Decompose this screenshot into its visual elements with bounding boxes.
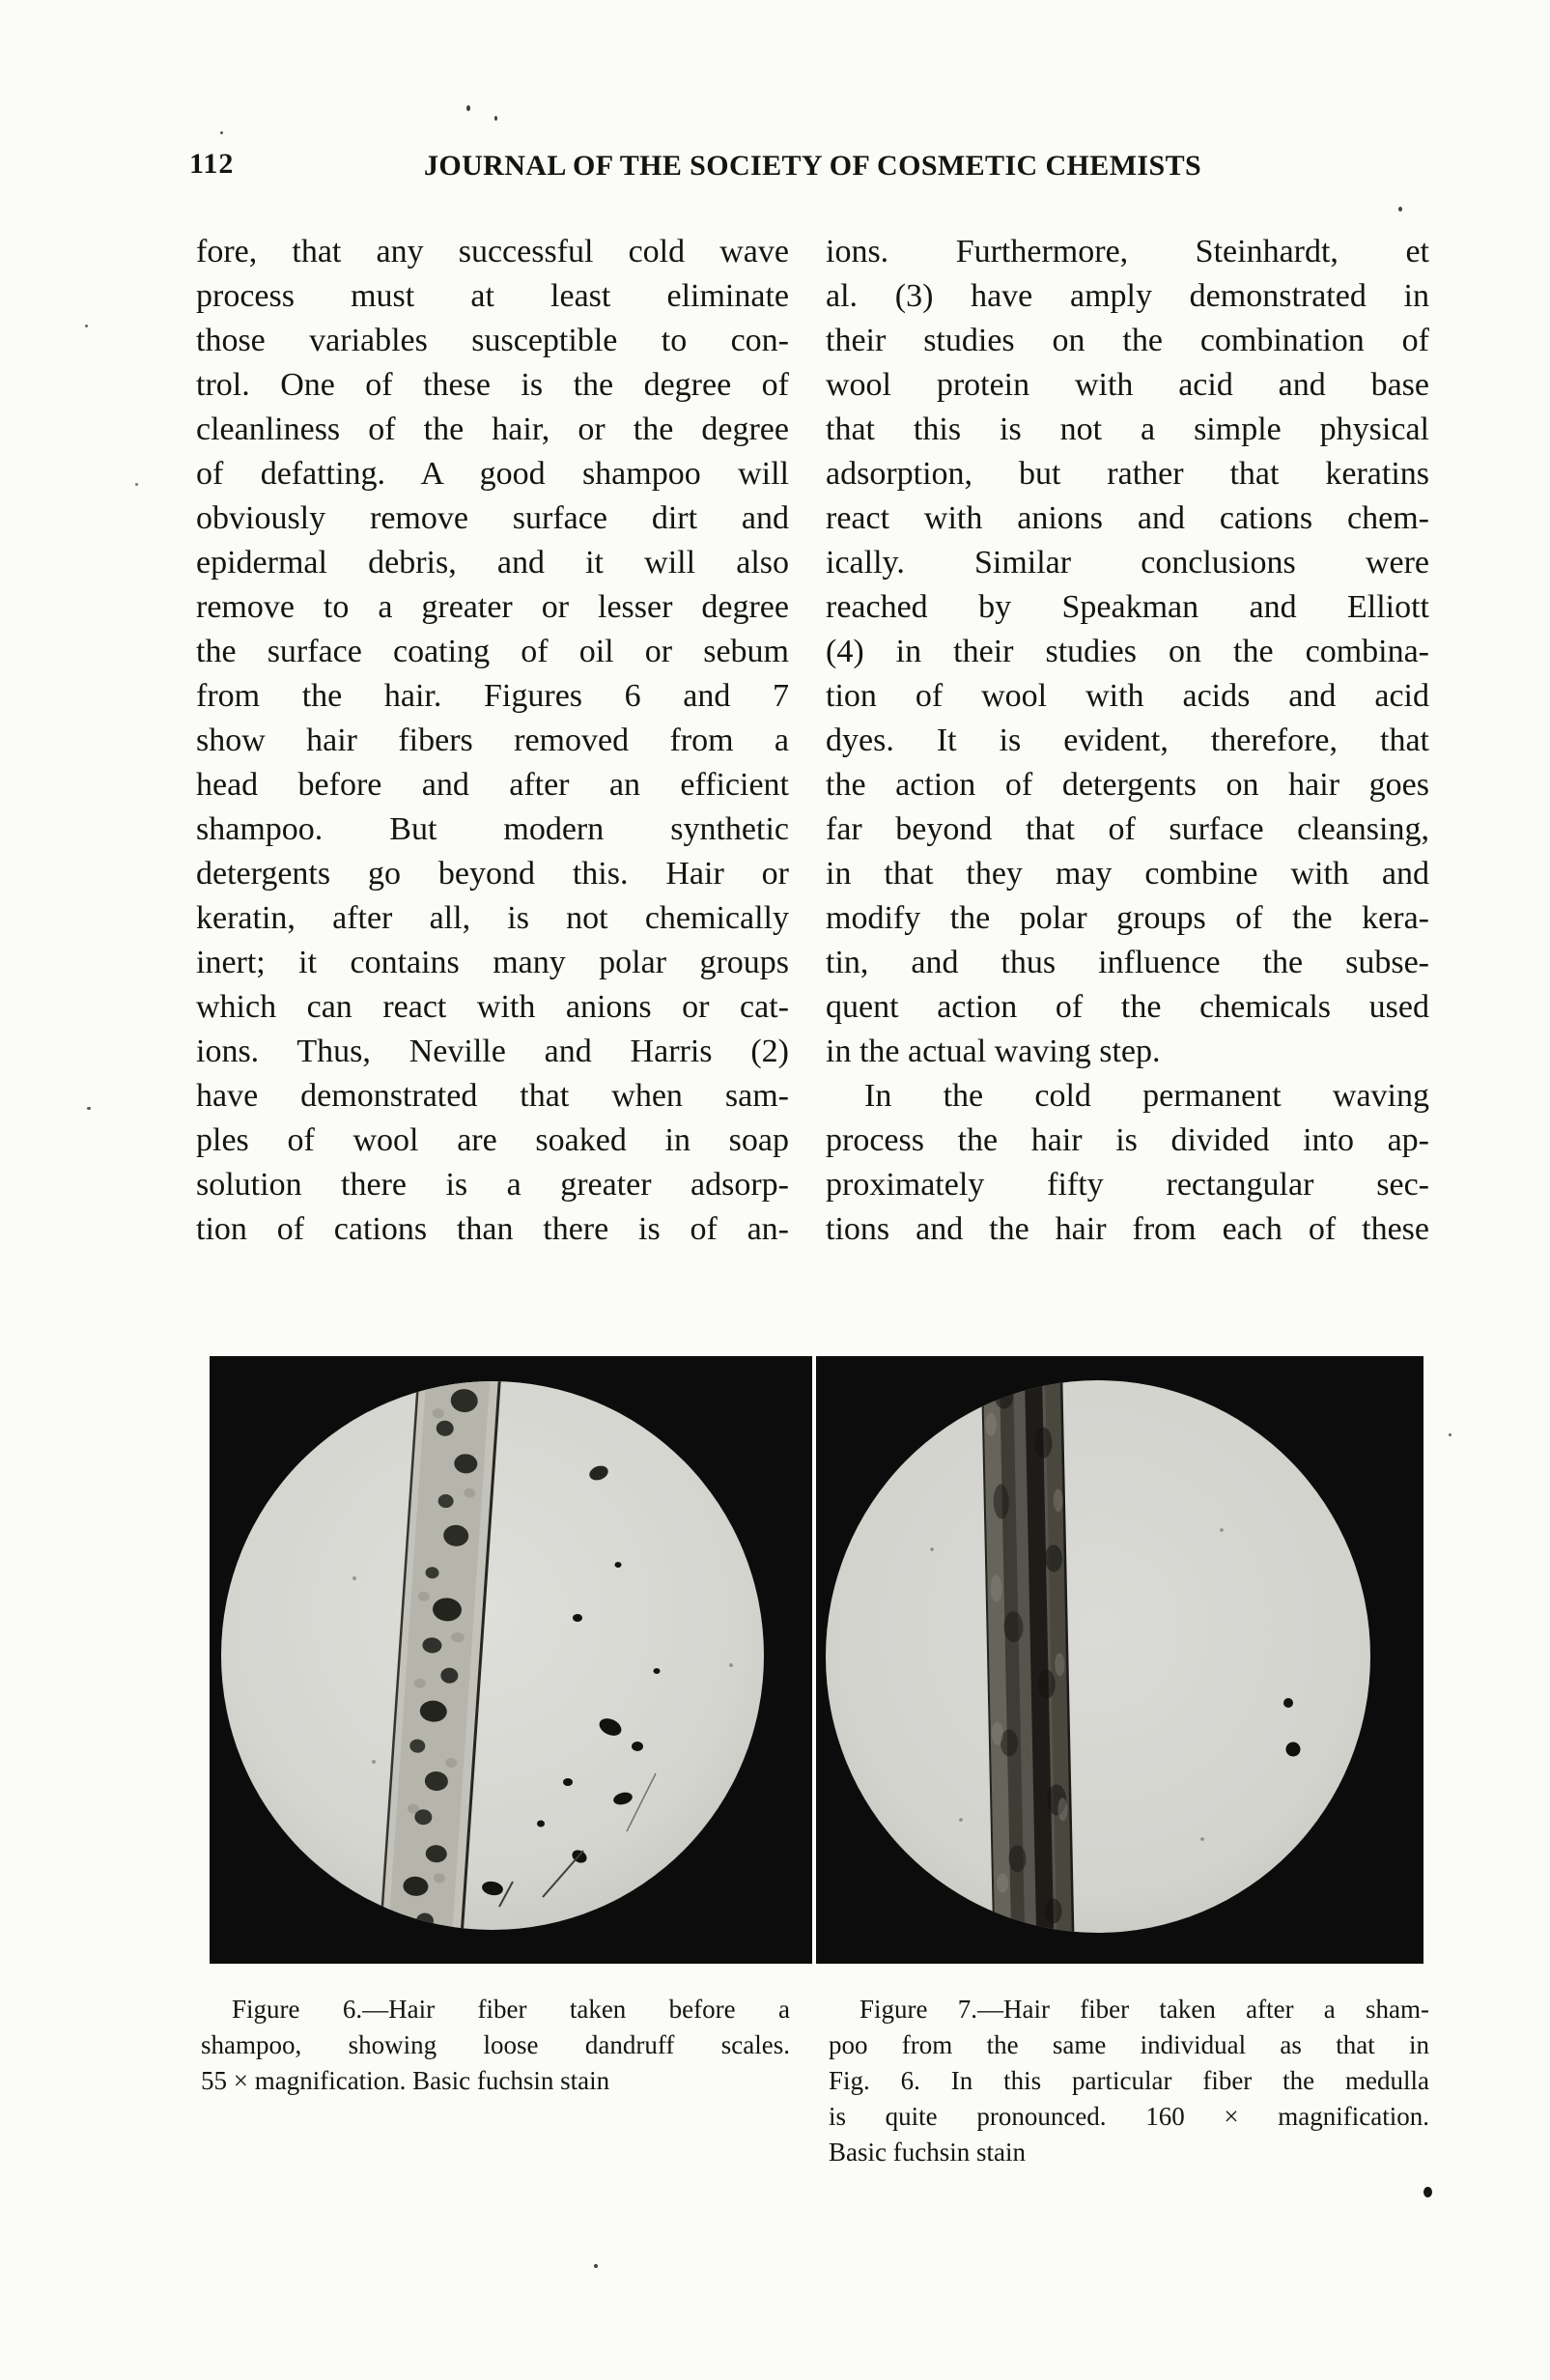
ink-speck [220,131,223,134]
journal-header: JOURNAL OF THE SOCIETY OF COSMETIC CHEMISTS [423,150,1202,182]
text-line: Fig. 6. In this particular fiber the medulla [829,2066,1429,2095]
text-line: (4) in their studies on the combina- [826,634,1429,669]
text-line: inert; it contains many polar groups [196,945,789,980]
text-line: cleanliness of the hair, or the degree [196,411,789,447]
ink-speck [466,105,470,111]
microscope-field-circle [826,1380,1370,1933]
text-line: epidermal debris, and it will also [196,545,789,581]
text-line: solution there is a greater adsorp- [196,1167,789,1203]
ink-speck [1423,2187,1432,2197]
figure6-caption [201,1992,790,2099]
text-line: poo from the same individual as that in [829,2030,1429,2059]
hair-fiber [981,1356,1075,1964]
text-line: those variables susceptible to con- [196,323,789,358]
text-line: quent action of the chemicals used [826,989,1429,1025]
text-line: ically. Similar conclusions were [826,545,1429,581]
text-line: trol. One of these is the degree of [196,367,789,403]
ink-speck [1398,207,1402,212]
text-line: show hair fibers removed from a [196,722,789,758]
text-line: ions. Thus, Neville and Harris (2) [196,1034,789,1069]
text-line: shampoo, showing loose dandruff scales. [201,2030,790,2059]
text-line: keratin, after all, is not chemically [196,900,789,936]
text-line: process must at least eliminate [196,278,789,314]
text-line: reached by Speakman and Elliott [826,589,1429,625]
text-line: is quite pronounced. 160 × magnification. [829,2102,1429,2131]
text-line: Basic fuchsin stain [829,2138,1026,2167]
text-line: dyes. It is evident, therefore, that [826,722,1429,758]
text-line: al. (3) have amply demonstrated in [826,278,1429,314]
text-line: remove to a greater or lesser degree [196,589,789,625]
figure7-caption [829,1992,1429,2170]
text-line: in the actual waving step. [826,1034,1161,1069]
text-line: tions and the hair from each of these [826,1211,1429,1247]
text-column-right [826,230,1429,1252]
text-line: fore, that any successful cold wave [196,234,789,269]
text-line: that this is not a simple physical [826,411,1429,447]
text-line: which can react with anions or cat- [196,989,789,1025]
page-number: 112 [189,148,235,180]
figure6-photo [210,1356,812,1964]
text-line: from the hair. Figures 6 and 7 [196,678,789,714]
text-line: ions. Furthermore, Steinhardt, et [826,234,1429,269]
ink-speck [87,1107,91,1110]
text-line: detergents go beyond this. Hair or [196,856,789,892]
text-line: their studies on the combination of [826,323,1429,358]
text-line: ples of wool are soaked in soap [196,1122,789,1158]
text-line: wool protein with acid and base [826,367,1429,403]
ink-speck [594,2264,598,2268]
figure7-micrograph [816,1356,1423,1964]
text-line: tion of cations than there is of an- [196,1211,789,1247]
text-line: far beyond that of surface cleansing, [826,811,1429,847]
text-line: modify the polar groups of the kera- [826,900,1429,936]
text-line: head before and after an efficient [196,767,789,803]
text-line: of defatting. A good shampoo will [196,456,789,492]
text-line: 55 × magnification. Basic fuchsin stain [201,2066,610,2095]
ink-speck [1449,1433,1451,1436]
text-column-left [196,230,789,1252]
ink-speck [85,325,88,327]
ink-speck [135,483,138,486]
figure7-photo [816,1356,1423,1964]
text-line: have demonstrated that when sam- [196,1078,789,1114]
text-line: tion of wool with acids and acid [826,678,1429,714]
ink-speck [494,116,497,121]
text-line: proximately fifty rectangular sec- [826,1167,1429,1203]
text-line: Figure 6.—Hair fiber taken before a [232,1995,790,2024]
text-line: obviously remove surface dirt and [196,500,789,536]
text-line: process the hair is divided into ap- [826,1122,1429,1158]
figure6-micrograph [210,1356,812,1964]
text-line: In the cold permanent waving [864,1078,1429,1114]
text-line: react with anions and cations chem- [826,500,1429,536]
text-line: adsorption, but rather that keratins [826,456,1429,492]
text-line: the action of detergents on hair goes [826,767,1429,803]
text-line: shampoo. But modern synthetic [196,811,789,847]
text-line: in that they may combine with and [826,856,1429,892]
text-line: Figure 7.—Hair fiber taken after a sham- [860,1995,1429,2024]
text-line: tin, and thus influence the subse- [826,945,1429,980]
text-line: the surface coating of oil or sebum [196,634,789,669]
